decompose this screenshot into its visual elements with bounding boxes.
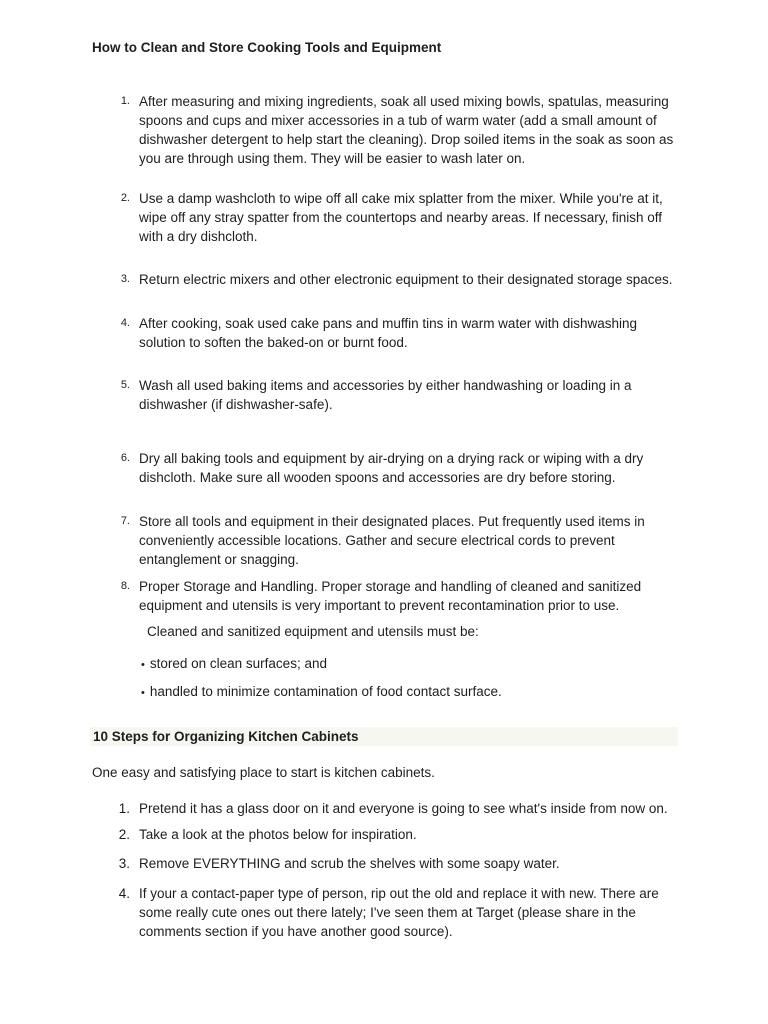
list-item-text: Use a damp washcloth to wipe off all cake mix splatter from the mixer. While you're at it, wipe off any stray spatter from the countertops and nearby areas. If necessary, finish off with a dry dishcloth. bbox=[139, 191, 663, 244]
list-item-number: 1. bbox=[120, 95, 130, 107]
list-item-number: 3. bbox=[120, 273, 130, 285]
list-item-text: After cooking, soak used cake pans and muffin tins in warm water with dishwashing solution to soften the baked-on or burnt food. bbox=[139, 316, 638, 350]
list-item bbox=[0, 854, 768, 873]
list-item-number: 4. bbox=[120, 317, 130, 329]
bullet-text: handled to minimize contamination of food contact surface. bbox=[149, 684, 502, 699]
section-heading-highlighted: 10 Steps for Organizing Kitchen Cabinets bbox=[90, 727, 678, 746]
list-item-text: After measuring and mixing ingredients, soak all used mixing bowls, spatulas, measuring spoons and cups and mixer accessories in a tub of warm water (add a small amount of dishwasher detergent to help start the cleaning). Drop soiled items in the soak as soon as you are through using them. They will be easier to wash later on. bbox=[139, 94, 674, 166]
list-item-text: If your a contact-paper type of person, rip out the old and replace it with new. There are some really cute ones out there lately; I've seen them at Target (please share in the comments section if you have another good source). bbox=[139, 886, 659, 939]
list-item bbox=[0, 314, 768, 352]
list-item-number: 7. bbox=[120, 515, 130, 527]
list-item-text: Dry all baking tools and equipment by air-drying on a drying rack or wiping with a dry dishcloth. Make sure all wooden spoons and accessories are dry before storing. bbox=[139, 451, 644, 485]
list-item-number: 1. bbox=[118, 801, 130, 816]
list-item-text: Return electric mixers and other electronic equipment to their designated storage spaces. bbox=[139, 272, 673, 287]
bullet-icon: • bbox=[141, 687, 145, 699]
list-item-text: Remove EVERYTHING and scrub the shelves with some soapy water. bbox=[139, 856, 560, 871]
document-title: How to Clean and Store Cooking Tools and Equipment bbox=[92, 40, 442, 55]
list-item-number: 3. bbox=[118, 856, 130, 871]
list-item bbox=[0, 577, 768, 615]
intro-paragraph: One easy and satisfying place to start is kitchen cabinets. bbox=[92, 765, 435, 780]
list-item bbox=[0, 270, 768, 289]
note-paragraph: Cleaned and sanitized equipment and utensils must be: bbox=[147, 624, 479, 639]
list-item-number: 4. bbox=[118, 886, 130, 901]
list-item bbox=[0, 189, 768, 246]
list-item bbox=[0, 799, 768, 818]
list-item-number: 6. bbox=[120, 452, 130, 464]
list-item-text: Proper Storage and Handling. Proper storage and handling of cleaned and sanitized equipment and utensils is very important to prevent recontamination prior to use. bbox=[139, 579, 642, 613]
cabinet-steps-list bbox=[0, 799, 768, 941]
bullet-icon: • bbox=[141, 659, 145, 671]
list-item-text: Pretend it has a glass door on it and everyone is going to see what's inside from now on. bbox=[139, 801, 668, 816]
list-item bbox=[0, 825, 768, 844]
list-item-text: Take a look at the photos below for inspiration. bbox=[139, 827, 417, 842]
list-item bbox=[0, 884, 768, 941]
list-item-number: 2. bbox=[120, 192, 130, 204]
list-item-text: Wash all used baking items and accessories by either handwashing or loading in a dishwasher (if dishwasher-safe). bbox=[139, 378, 632, 412]
list-item-number: 2. bbox=[118, 827, 130, 842]
list-item bbox=[0, 512, 768, 569]
bullet-item bbox=[141, 682, 686, 703]
bullet-text: stored on clean surfaces; and bbox=[149, 656, 327, 671]
list-item bbox=[0, 92, 768, 168]
bullet-item bbox=[141, 654, 686, 675]
list-item-text: Store all tools and equipment in their designated places. Put frequently used items in conveniently accessible locations. Gather and secure electrical cords to prevent entanglement or snagging. bbox=[139, 514, 645, 567]
list-item bbox=[0, 376, 768, 414]
list-item-number: 8. bbox=[120, 580, 130, 592]
list-item bbox=[0, 449, 768, 487]
list-item-number: 5. bbox=[120, 379, 130, 391]
cleaning-steps-list bbox=[0, 92, 768, 615]
